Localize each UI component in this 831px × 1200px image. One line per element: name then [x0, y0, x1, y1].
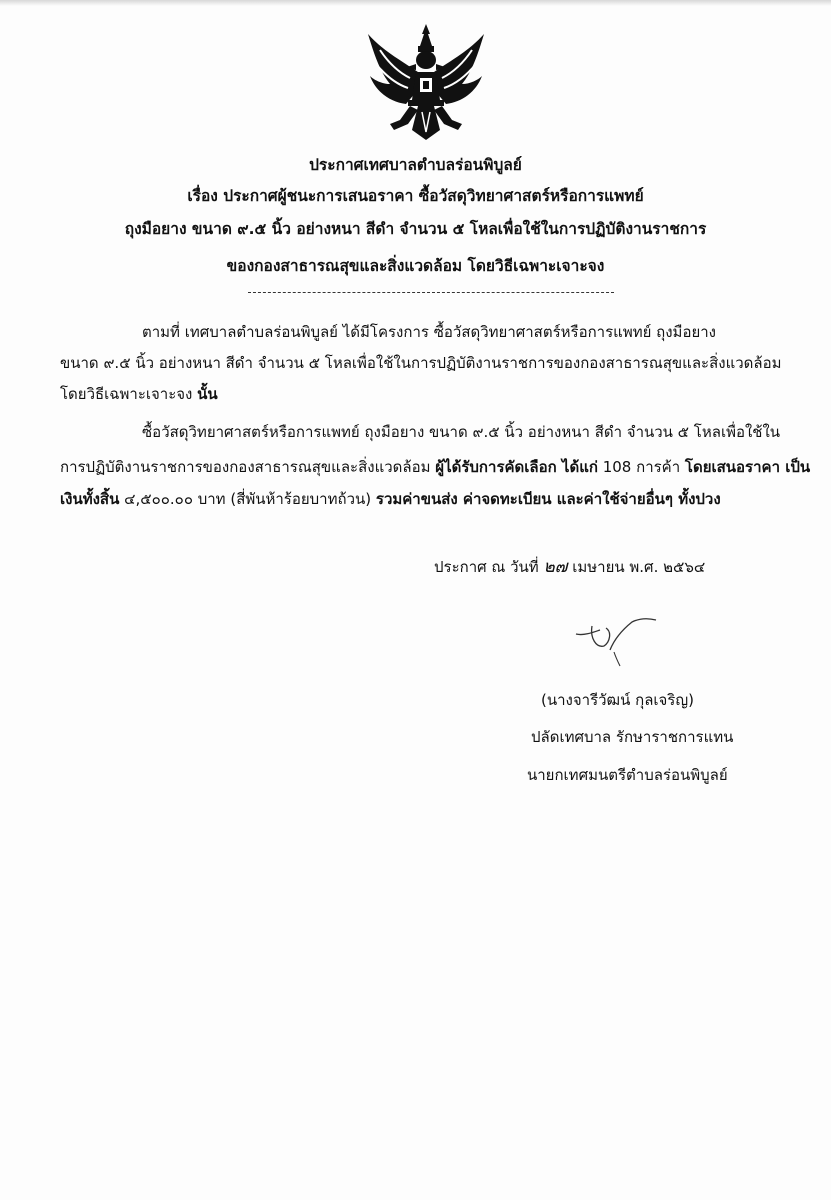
total-label: เงินทั้งสิ้น [60, 490, 120, 508]
subject-line: เรื่อง ประกาศผู้ชนะการเสนอราคา ซื้อวัสดุวิทยาศาสตร์หรือการแพทย์ [187, 187, 644, 205]
paragraph-1-line-1: ตามที่ เทศบาลตำบลร่อนพิบูลย์ ได้มีโครงการ ซื้อวัสดุวิทยาศาสตร์หรือการแพทย์ ถุงมือยาง [142, 323, 716, 341]
paragraph-2-line-2 [60, 455, 810, 479]
included-costs: รวมค่าขนส่ง ค่าจดทะเบียน และค่าใช้จ่ายอื่นๆ ทั้งปวง [375, 490, 721, 508]
announcement-date [434, 553, 705, 580]
selected-label: ผู้ได้รับการคัดเลือก ได้แก่ [435, 458, 598, 476]
department-text: การปฏิบัติงานราชการของกองสาธารณสุขและสิ่งแวดล้อม [60, 458, 431, 476]
header-divider [248, 292, 614, 293]
scan-edge [0, 0, 831, 6]
subject-line-3: ของกองสาธารณสุขและสิ่งแวดล้อม โดยวิธีเฉพาะเจาะจง [226, 257, 605, 275]
announcement-month-year: เมษายน พ.ศ. ๒๕๖๔ [572, 558, 706, 576]
signatory-name: (นางจารีวัฒน์ กุลเจริญ) [541, 691, 694, 709]
paragraph-2-line-3 [60, 487, 721, 511]
announcement-prefix: ประกาศ ณ วันที่ [434, 558, 539, 576]
paragraph-2-line-1: ซื้อวัสดุวิทยาศาสตร์หรือการแพทย์ ถุงมือยาง ขนาด ๙.๕ นิ้ว อย่างหนา สีดำ จำนวน ๕ โหลเพื่อใช้ใน [142, 423, 781, 441]
winner-name: 108 การค้า [602, 458, 681, 476]
paragraph-1-end: นั้น [197, 385, 218, 403]
subject-line-2: ถุงมือยาง ขนาด ๙.๕ นิ้ว อย่างหนา สีดำ จำนวน ๕ โหลเพื่อใช้ในการปฏิบัติงานราชการ [124, 220, 707, 238]
document-title: ประกาศเทศบาลตำบลร่อนพิบูลย์ [309, 156, 522, 174]
paragraph-1-line-3 [60, 382, 218, 406]
signatory-title-2: นายกเทศมนตรีตำบลร่อนพิบูลย์ [527, 766, 728, 784]
procurement-method: โดยวิธีเฉพาะเจาะจง [60, 385, 193, 403]
signatory-title: ปลัดเทศบาล รักษาราชการแทน [531, 728, 734, 746]
paragraph-1-line-2: ขนาด ๙.๕ นิ้ว อย่างหนา สีดำ จำนวน ๕ โหลเพื่อใช้ในการปฏิบัติงานราชการของกองสาธารณสุขและสิ่งแวดล้อม [60, 354, 782, 372]
garuda-emblem [360, 20, 492, 145]
total-amount: ๔,๕๐๐.๐๐ บาท (สี่พันห้าร้อยบาทถ้วน) [124, 490, 372, 508]
handwritten-day: ๒๗ [543, 557, 568, 577]
handwritten-signature [570, 612, 670, 672]
bid-label: โดยเสนอราคา เป็น [684, 458, 811, 476]
